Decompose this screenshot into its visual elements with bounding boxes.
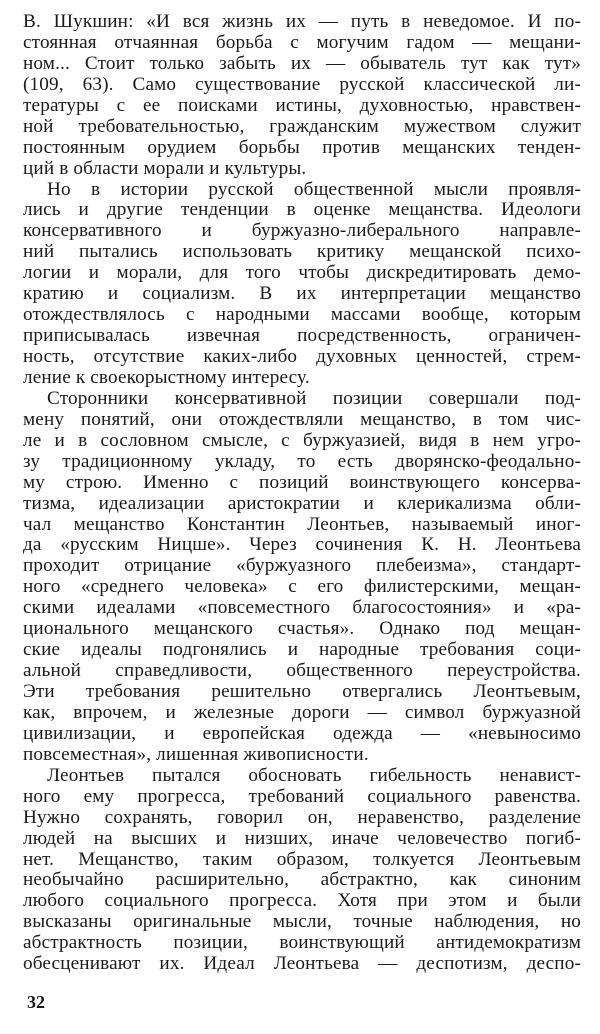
text-line: тературы с ее поисками истины, духовностью, нравствен- bbox=[23, 94, 581, 116]
text-line: ность, отсутствие каких-либо духовных ценностей, стрем- bbox=[23, 346, 581, 367]
text-line: ле и в сословном смысле, с буржуазией, видя в нем угро- bbox=[23, 429, 581, 451]
text-line: (109, 63). Само существование русской классической ли- bbox=[23, 73, 581, 95]
text-line: ций в области морали и культуры. bbox=[23, 157, 307, 179]
page-body bbox=[23, 12, 581, 975]
paragraph-3 bbox=[23, 389, 581, 766]
text-line: постоянным орудием борьбы против мещанских тенден- bbox=[23, 136, 581, 158]
text-line: Сторонники консервативной позиции совершали под- bbox=[47, 387, 581, 409]
text-line: Нужно сохранять, говорил он, неравенство, разделение bbox=[23, 806, 581, 828]
text-line: ские идеалы подгонялись и народные требования соци- bbox=[23, 639, 581, 661]
text-line: консервативного и буржуазно-либерального направле- bbox=[23, 220, 581, 242]
text-line: Но в истории русской общественной мысли проявля- bbox=[47, 178, 581, 200]
text-line: любого социального прогресса. Хотя при этом и были bbox=[23, 890, 581, 912]
text-line: стоянная отчаянная борьба с могучим гадом — мещани- bbox=[23, 31, 581, 53]
paragraph-4 bbox=[23, 766, 581, 975]
text-line: ного «среднего человека» с его филистерскими, мещан- bbox=[23, 576, 581, 598]
text-line: обесценивают их. Идеал Леонтьева — деспотизм, деспо- bbox=[23, 953, 581, 975]
text-line: лись и другие тенденции в оценке мещанства. Идеологи bbox=[23, 199, 581, 221]
text-line: кратию и социализм. В их интерпретации мещанство bbox=[23, 283, 581, 305]
text-line: альной справедливости, общественного переустройства. bbox=[23, 660, 581, 682]
text-line: как, впрочем, и железные дороги — символ буржуазной bbox=[23, 701, 581, 723]
text-line: абстрактность позиции, воинствующий антидемократизм bbox=[23, 932, 581, 954]
text-line: ном... Стоит только забыть их — обыватель тут как тут» bbox=[23, 52, 581, 74]
text-line: чал мещанство Константин Леонтьев, называемый иног- bbox=[23, 513, 581, 535]
paragraph-1 bbox=[23, 12, 581, 180]
text-line: ционального мещанского счастья». Однако под мещан- bbox=[23, 618, 581, 640]
text-line: скими идеалами «повсеместного благосостояния» и «ра- bbox=[23, 597, 581, 619]
text-line: ного ему прогресса, требований социального равенства. bbox=[23, 785, 581, 807]
text-line: ление к своекорыстному интересу. bbox=[23, 366, 310, 388]
text-line: му строю. Именно с позиций воинствующего консерва- bbox=[23, 471, 581, 493]
text-line: ний пытались использовать критику мещанской психо- bbox=[23, 241, 581, 263]
text-line: проходит отрицание «буржуазного плебеизма», стандарт- bbox=[23, 555, 581, 577]
paragraph-2 bbox=[23, 180, 581, 389]
text-line: приписывалась извечная посредственность, ограничен- bbox=[23, 325, 581, 347]
text-line: В. Шукшин: «И вся жизнь их — путь в неведомое. И по- bbox=[23, 11, 581, 32]
text-line: тизма, идеализации аристократии и клерикализма обли- bbox=[23, 492, 581, 514]
text-line: высказаны оригинальные мысли, точные наблюдения, но bbox=[23, 911, 581, 933]
text-line: мену понятий, они отождествляли мещанство, в том чис- bbox=[23, 408, 581, 430]
text-line: ной требовательностью, гражданским мужеством служит bbox=[23, 115, 581, 137]
text-line: нет. Мещанство, таким образом, толкуется Леонтьевым bbox=[23, 848, 581, 870]
text-line: повсеместная», лишенная живописности. bbox=[23, 743, 369, 765]
text-line: да «русским Ницше». Через сочинения К. Н. Леонтьева bbox=[23, 534, 581, 556]
text-line: зу традиционному укладу, то есть дворянско-феодально- bbox=[23, 450, 581, 472]
text-line: необычайно расширительно, абстрактно, как синоним bbox=[23, 869, 581, 891]
text-line: людей на высших и низших, иначе человечество погиб- bbox=[23, 827, 581, 849]
text-line: логии и морали, для того чтобы дискредитировать демо- bbox=[23, 262, 581, 284]
text-line: Леонтьев пытался обосновать гибельность ненавист- bbox=[47, 764, 581, 786]
page-number: 32 bbox=[27, 992, 45, 1012]
text-line: цивилизации, и европейская одежда — «невыносимо bbox=[23, 722, 581, 744]
text-line: отождествлялось с народными массами вообще, которым bbox=[23, 304, 581, 326]
text-line: Эти требования решительно отвергались Леонтьевым, bbox=[23, 681, 581, 702]
